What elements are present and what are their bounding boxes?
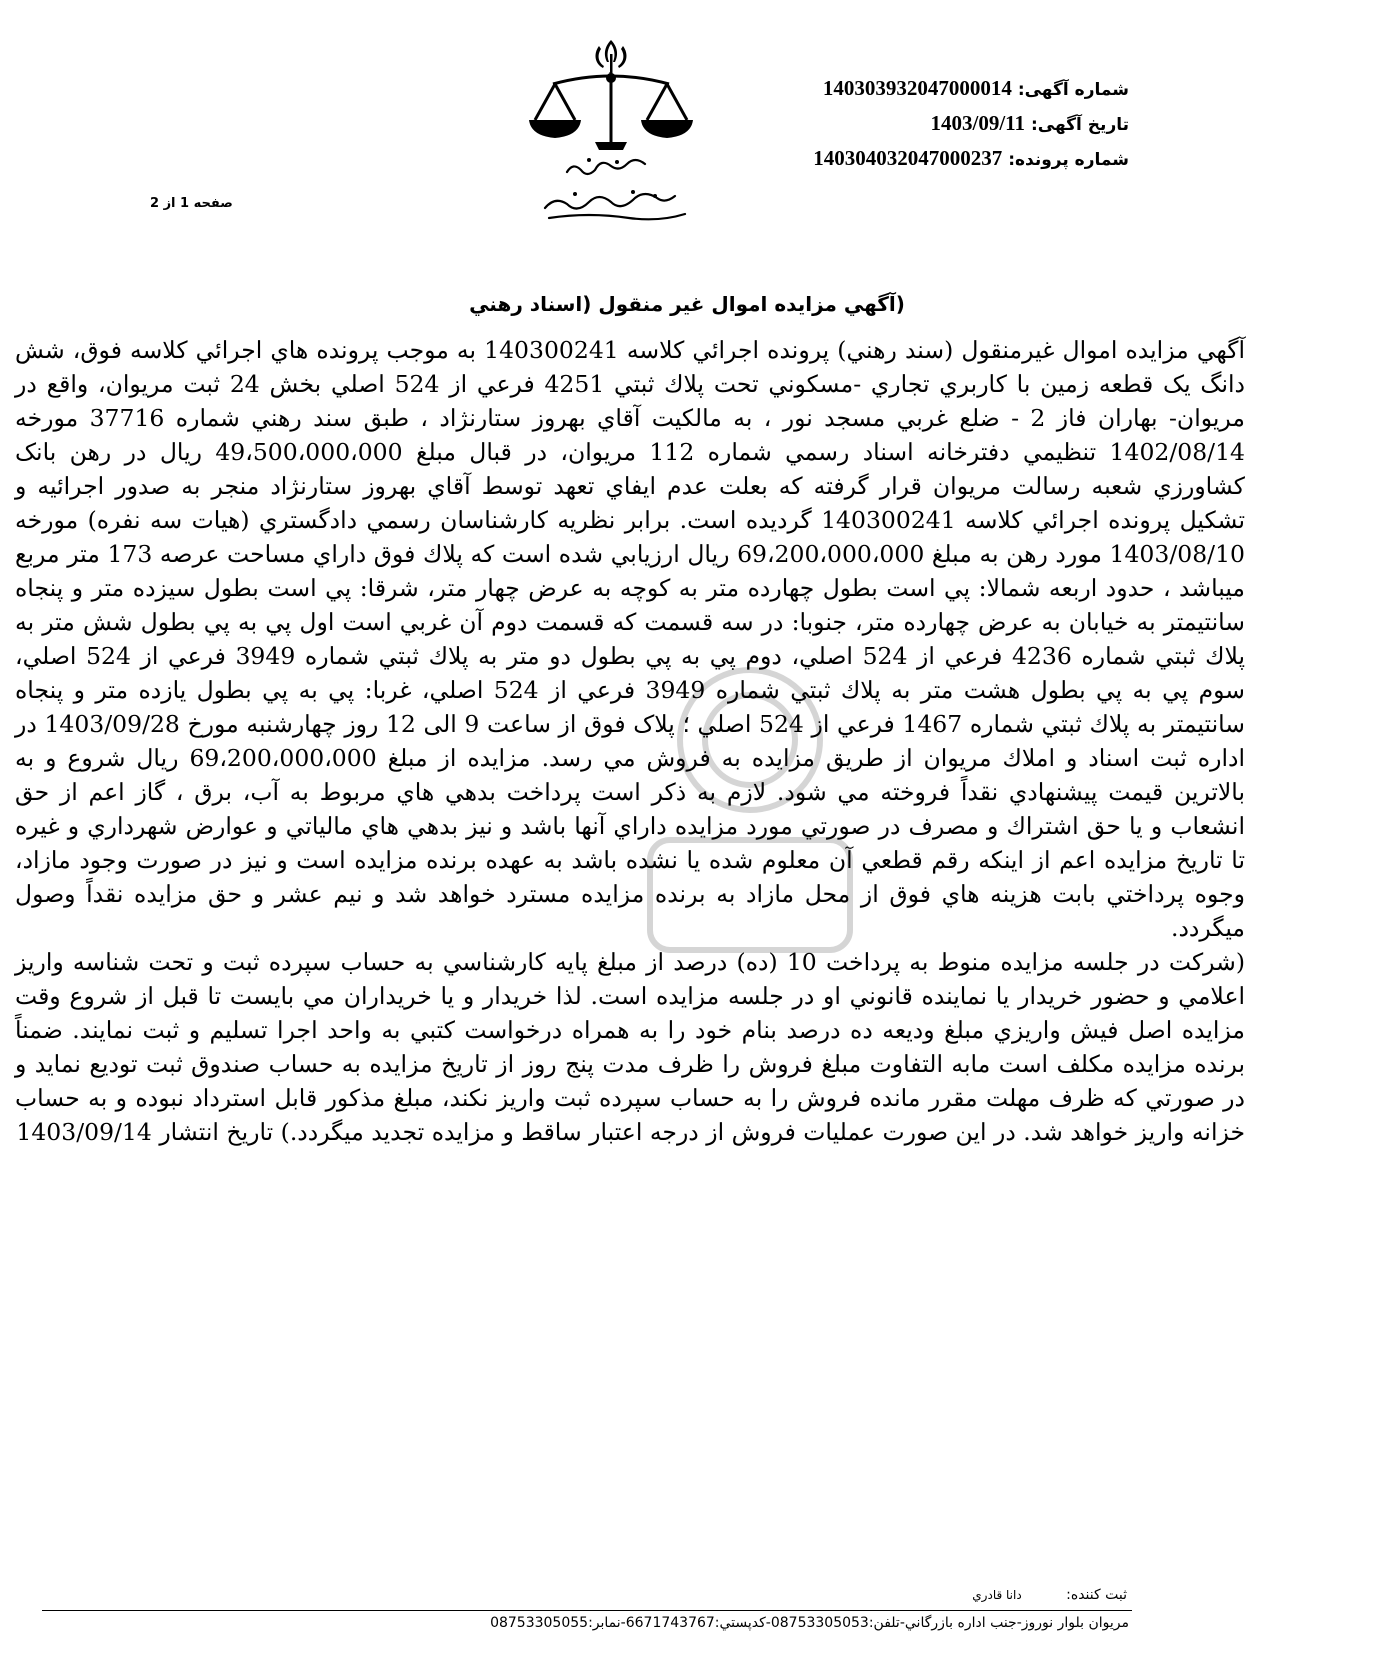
- case-number-row: [813, 142, 1129, 177]
- document-title: (آگهي مزايده اموال غير منقول (اسناد رهني: [469, 292, 905, 316]
- notice-meta: [813, 72, 1129, 177]
- case-number-label: شماره پرونده:: [1008, 150, 1129, 170]
- body-paragraph-1: آگهي مزايده اموال غيرمنقول (سند رهني) پرونده اجرائي كلاسه 140300241 به موجب پرونده هاي اجرائي كلاسه فوق، شش دانگ يک قطعه زمين با كاربري تجاري -مسكوني تحت پلاك ثبتي 4251 فرعي از 524 اصلي بخش 24 ثبت مريوان، واقع در مريوان- بهاران فاز 2 - ضلع غربي مسجد نور ، به مالكيت آقاي بهروز ستارنژاد ، طبق سند رهني شماره 37716 مورخه 1402/08/14 تنظيمي دفترخانه اسناد رسمي شماره 112 مريوان، در قبال مبلغ 49،500،000،000 ريال در رهن بانک كشاورزي شعبه رسالت مريوان قرار گرفته كه بعلت عدم ايفاي تعهد توسط آقاي بهروز ستارنژاد منجر به صدور اجرائيه و تشكيل پرونده اجرائي كلاسه 140300241 گرديده است. برابر نظريه كارشناسان رسمي دادگستري (هيات سه نفره) مورخه 1403/08/10 مورد رهن به مبلغ 69،200،000،000 ريال ارزيابي شده است كه پلاك فوق داراي مساحت عرصه 173 متر مربع ميباشد ، حدود اربعه شمالا: پي است بطول چهارده متر به كوچه به عرض چهار متر، شرقا: پي است بطول سيزده متر و پنجاه سانتيمتر به خيابان به عرض چهارده متر، جنوبا: در سه قسمت كه قسمت دوم آن غربي است اول پي به پي بطول شش متر به پلاك ثبتي شماره 4236 فرعي از 524 اصلي، دوم پي به پي بطول دو متر به پلاك ثبتي شماره 3949 فرعي از 524 اصلي، سوم پي به پي بطول هشت متر به پلاك ثبتي شماره 3949 فرعي از 524 اصلي، غربا: پي به پي بطول يازده متر و پنجاه سانتيمتر به پلاك ثبتي شماره 1467 فرعي از 524 اصلي ؛ پلاک فوق از ساعت 9 الی 12 روز چهارشنبه مورخ 1403/09/28 در اداره ثبت اسناد و املاك مريوان از طريق مزايده به فروش مي رسد. مزايده از مبلغ 69،200،000،000 ريال شروع و به بالاترين قيمت پيشنهادي نقداً فروخته مي شود. لازم به ذكر است پرداخت بدهي هاي مربوط به آب، برق ، گاز اعم از حق انشعاب و يا حق اشتراك و مصرف در صورتي مورد مزايده داراي آنها باشد و نيز بدهي هاي مالياتي و عوارض شهرداري و غيره تا تاريخ مزايده اعم از اينكه رقم قطعي آن معلوم شده يا نشده باشد به عهده برنده مزايده است و نيز در صورت وجود مازاد، وجوه پرداختي بابت هزينه هاي فوق از محل مازاد به برنده مزايده مسترد خواهد شد و نيم عشر و حق مزايده نقداً وصول ميگردد.: [15, 336, 1246, 942]
- notice-number-row: [813, 72, 1129, 107]
- notice-date-row: [813, 107, 1129, 142]
- footer-address: مريوان بلوار نوروز-جنب اداره بازرگاني-تلفن:08753305053-كدپستي:6671743767-نمابر:08753305055: [490, 1615, 1129, 1631]
- judiciary-emblem-logo: [505, 32, 720, 232]
- page-indicator: صفحه 1 از 2: [150, 196, 233, 211]
- registrar-label: ثبت كننده:: [1066, 1587, 1127, 1603]
- notice-date-label: تاریخ آگهی:: [1030, 115, 1129, 135]
- case-number: 140304032047000237: [813, 146, 1003, 170]
- registrar-name: دانا قادري: [972, 1588, 1022, 1602]
- registrar: [972, 1587, 1127, 1603]
- notice-number: 140303932047000014: [822, 76, 1012, 100]
- notice-date: 1403/09/11: [930, 111, 1026, 135]
- body-paragraph-2: (شركت در جلسه مزايده منوط به پرداخت 10 (ده) درصد از مبلغ پايه كارشناسي به حساب سپرده ثبت و تحت شناسه واريز اعلامي و حضور خريدار يا نماينده قانوني او در جلسه مزايده است. لذا خريدار و يا خريداران مي بايست تا قبل از شروع وقت مزايده اصل فيش واريزي مبلغ وديعه ده درصد بنام خود را به همراه درخواست كتبي به واحد اجرا تسليم و ثبت نمايند. ضمناً برنده مزايده مكلف است مابه التفاوت مبلغ فروش را ظرف مدت پنج روز از تاريخ مزايده به حساب صندوق ثبت توديع نمايد و در صورتي كه ظرف مهلت مقرر مانده فروش را به حساب سپرده ثبت واريز نكند، مبلغ مذكور قابل استرداد نبوده و به حساب خزانه واريز خواهد شد. در اين صورت عمليات فروش از درجه اعتبار ساقط و مزايده تجديد ميگردد.) تاريخ انتشار 1403/09/14: [15, 948, 1245, 1146]
- notice-number-label: شماره آگهی:: [1017, 80, 1129, 100]
- footer-divider: [42, 1610, 1132, 1611]
- notice-body: [15, 333, 1245, 1149]
